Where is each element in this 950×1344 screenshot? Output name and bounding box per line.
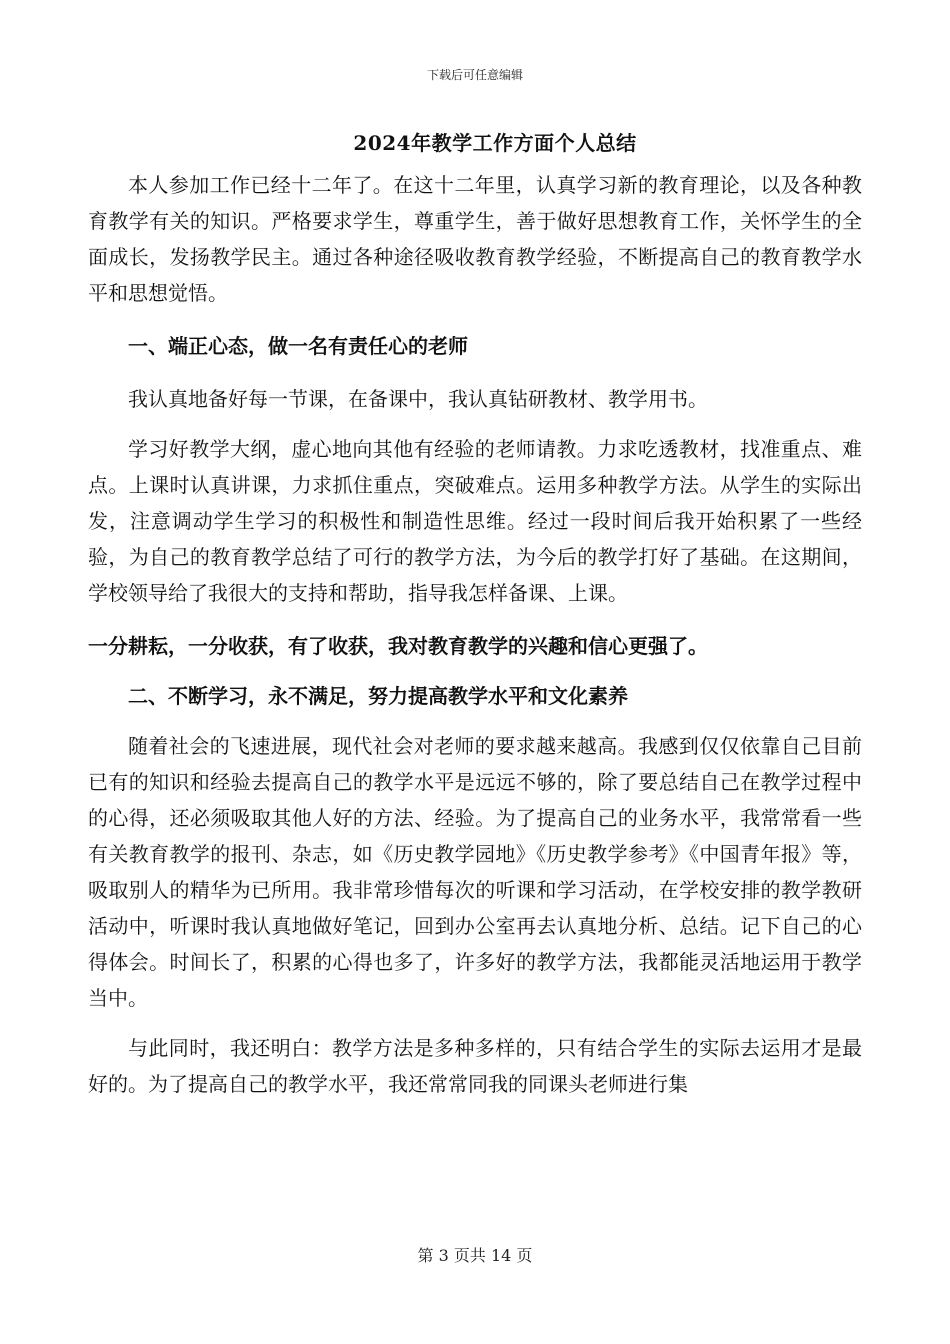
paragraph-teaching-methods: 学习好教学大纲，虚心地向其他有经验的老师请教。力求吃透教材，找准重点、难点。上课时认真讲课，力求抓住重点，突破难点。运用多种教学方法。从学生的实际出发，注意调动学生学习的积极性和制造性思维。经过一段时间后我开始积累了一些经验，为自己的教育教学总结了可行的教学方法，为今后的教学打好了基础。在这期间，学校领导给了我很大的支持和帮助，指导我怎样备课、上课。 <box>88 437 862 605</box>
paragraph-intro: 本人参加工作已经十二年了。在这十二年里，认真学习新的教育理论，以及各种教育教学有关的知识。严格要求学生，尊重学生，善于做好思想教育工作，关怀学生的全面成长，发扬教学民主。通过各种途径吸收教育教学经验，不断提高自己的教育教学水平和思想觉悟。 <box>88 173 862 305</box>
section-heading-2: 二、不断学习，永不满足，努力提高教学水平和文化素养 <box>128 684 628 708</box>
paragraph-methods-variety: 与此同时，我还明白：教学方法是多种多样的，只有结合学生的实际去运用才是最好的。为了提高自己的教学水平，我还常常同我的同课头老师进行集 <box>88 1036 862 1096</box>
paragraph-lesson-prep: 我认真地备好每一节课，在备课中，我认真钻研教材、教学用书。 <box>128 387 708 411</box>
bold-statement: 一分耕耘，一分收获，有了收获，我对教育教学的兴趣和信心更强了。 <box>88 634 708 658</box>
paragraph-continuous-learning: 随着社会的飞速进展，现代社会对老师的要求越来越高。我感到仅仅依靠自己目前已有的知识和经验去提高自己的教学水平是远远不够的，除了要总结自己在教学过程中的心得，还必须吸取其他人好的方法、经验。为了提高自己的业务水平，我常常看一些有关教育教学的报刊、杂志，如《历史教学园地》《历史教学参考》《中国青年报》等，吸取别人的精华为已所用。我非常珍惜每次的听课和学习活动，在学校安排的教学教研活动中，听课时我认真地做好笔记，回到办公室再去认真地分析、总结。记下自己的心得体会。时间长了，积累的心得也多了，许多好的教学方法，我都能灵活地运用于教学当中。 <box>88 734 862 1010</box>
document-title: 2024年教学工作方面个人总结 <box>353 131 637 155</box>
document-body <box>88 167 862 1102</box>
section-heading-1: 一、端正心态，做一名有责任心的老师 <box>128 334 468 358</box>
header-note: 下载后可任意编辑 <box>426 68 523 82</box>
page-footer: 第 3 页共 14 页 <box>417 1246 533 1265</box>
